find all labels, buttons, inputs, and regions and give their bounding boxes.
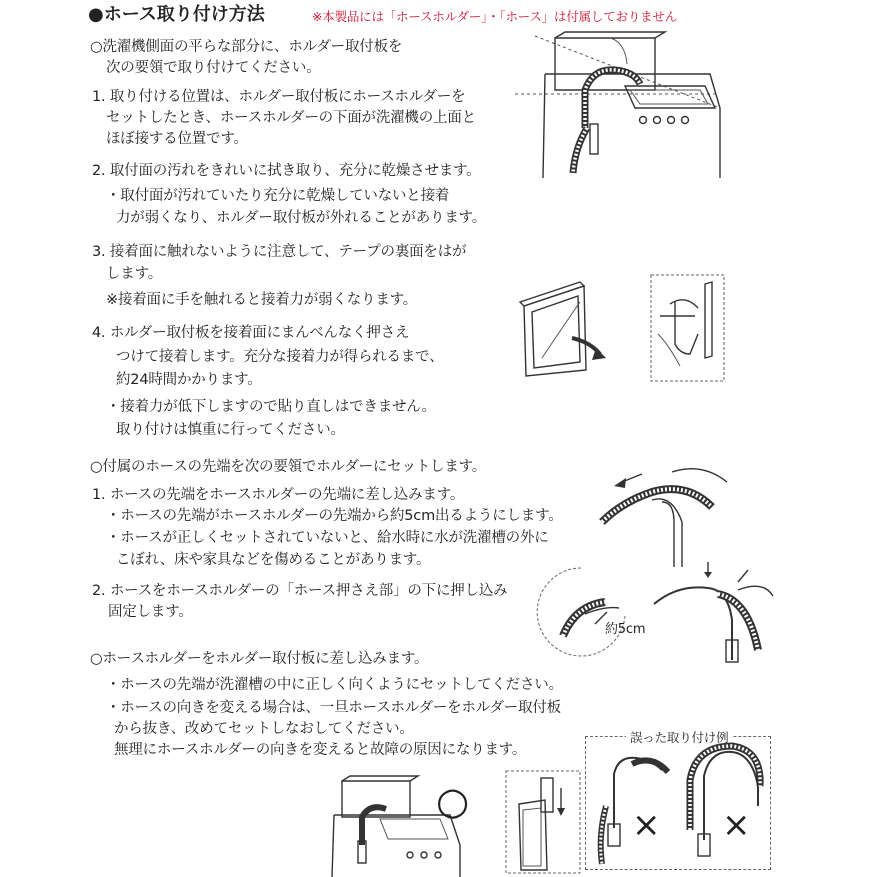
sec3-line2: ・ホースの向きを変える場合は、一旦ホースホルダーをホルダー取付板 xyxy=(106,700,561,716)
sec1-step2-line3: 力が弱くなり、ホルダー取付板が外れることがあります。 xyxy=(116,210,487,226)
sec3-line4: 無理にホースホルダーの向きを変えると故障の原因になります。 xyxy=(114,742,527,758)
hose-press-illustration xyxy=(648,560,778,670)
sec2-step2-line1: 2. ホースをホースホルダーの「ホース押さえ部」の下に押し込み xyxy=(92,583,508,599)
wrong-example-label: 誤った取り付け例 xyxy=(626,726,732,749)
hose-insert-illustration xyxy=(592,462,732,572)
sec3-intro: ○ホースホルダーをホルダー取付板に差し込みます。 xyxy=(90,651,429,667)
sec1-step1-line1: 1. 取り付ける位置は、ホルダー取付板にホースホルダーを xyxy=(92,89,466,105)
sec1-step3-line3: ※接着面に手を触れると接着力が弱くなります。 xyxy=(106,292,418,308)
sec2-step1-line2: ・ホースの先端がホースホルダーの先端から約5cm出るようにします。 xyxy=(106,508,563,524)
not-included-note: ※本製品には「ホースホルダー」・「ホース」は付属しておりません xyxy=(312,9,678,24)
sec1-step2-line1: 2. 取付面の汚れをきれいに拭き取り、充分に乾燥させます。 xyxy=(92,163,481,179)
sec2-step1-line1: 1. ホースの先端をホースホルダーの先端に差し込みます。 xyxy=(92,487,465,503)
sec1-step3-line2: します。 xyxy=(106,266,163,282)
sec1-step4-line5: 取り付けは慎重に行ってください。 xyxy=(116,422,345,438)
hose-5cm-detail xyxy=(535,566,627,666)
sec1-step4-line2: つけて接着します。充分な接着力が得られるまで、 xyxy=(116,349,444,365)
sec1-step4-line1: 4. ホルダー取付板を接着面にまんべんなく押さえ xyxy=(92,325,410,341)
sec2-step1-line3: ・ホースが正しくセットされていないと、給水時に水が洗濯槽の外に xyxy=(106,530,549,546)
sec1-step4-line3: 約24時間かかります。 xyxy=(116,372,262,388)
sec1-step1-line3: ほぼ接する位置です。 xyxy=(106,131,248,147)
holder-insert-illustration xyxy=(505,770,581,874)
sec1-step2-line2: ・取付面が汚れていたり充分に乾燥していないと接着 xyxy=(106,188,450,204)
sec2-step1-line4: こぼれ、床や家具などを傷めることがあります。 xyxy=(116,552,431,568)
page-title: ●ホース取り付け方法 xyxy=(88,4,265,25)
sec1-step4-line4: ・接着力が低下しますので貼り直しはできません。 xyxy=(106,399,436,415)
sec2-step2-line2: 固定します。 xyxy=(108,604,193,620)
sec1-intro-line1: ○洗濯機側面の平らな部分に、ホルダー取付板を xyxy=(90,39,403,55)
sec1-step1-line2: セットしたとき、ホースホルダーの下面が洗濯機の上面と xyxy=(106,110,476,126)
sec1-intro-line2: 次の要領で取り付けてください。 xyxy=(106,60,321,76)
sec3-line3: から抜き、改めてセットしなおしてください。 xyxy=(114,721,414,737)
sec1-step3-line1: 3. 接着面に触れないように注意して、テープの裏面をはが xyxy=(92,244,467,260)
wrong-mark-2: × xyxy=(722,805,751,845)
wrong-mark-1: × xyxy=(632,805,661,845)
sec3-line1: ・ホースの先端が洗濯槽の中に正しく向くようにセットしてください。 xyxy=(106,677,563,693)
label-5cm: 約5cm xyxy=(605,622,646,637)
tape-peel-illustration xyxy=(512,278,622,383)
press-plate-illustration xyxy=(650,274,725,382)
correct-mark: ○ xyxy=(436,779,470,823)
washer-holder-illustration xyxy=(515,28,725,178)
sec2-intro: ○付属のホースの先端を次の要領でホルダーにセットします。 xyxy=(90,459,487,475)
